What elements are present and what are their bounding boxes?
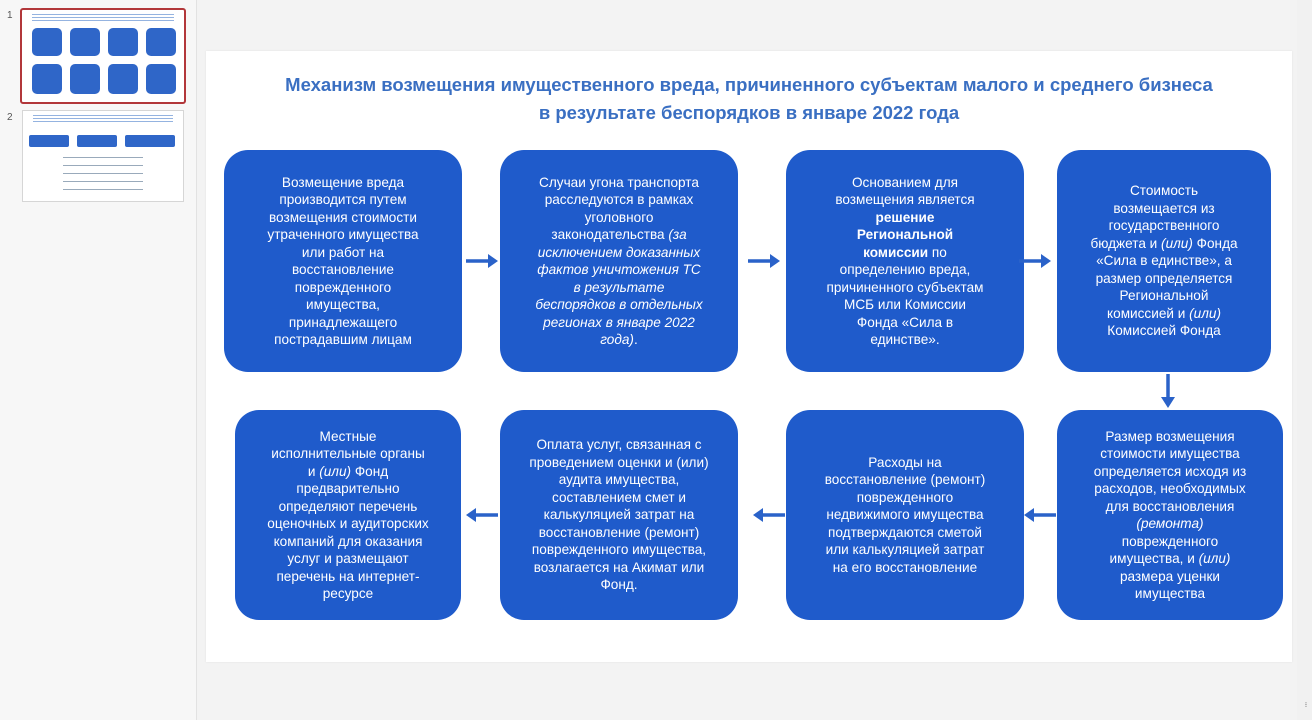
thumbnail-box xyxy=(29,135,69,147)
thumbnail-box xyxy=(146,28,176,56)
arrow-right-icon xyxy=(1017,251,1053,271)
flow-box-5[interactable] xyxy=(1057,410,1283,620)
slide-thumbnail-1[interactable] xyxy=(20,8,186,104)
slide-thumbnail-2[interactable] xyxy=(22,110,184,202)
flow-box-4[interactable] xyxy=(1057,150,1271,372)
box2-text-italic: (за исключением доказанных фактов уничтожения ТС в результате беспорядков в отдельных регионах в январе 2022 года) xyxy=(535,227,703,347)
box3-text-c: по определению вреда, причиненного субъектам МСБ или Комиссии Фонда «Сила в единстве». xyxy=(826,244,984,347)
box5-text-a: Размер возмещения стоимости имущества определяется исходя из расходов, необходимых для восстановления xyxy=(1093,428,1247,514)
box5-text-italic-1: (ремонта) xyxy=(1136,516,1204,531)
flow-box-3[interactable] xyxy=(786,150,1024,372)
box3-text-bold: решение Региональной комиссии xyxy=(856,209,954,260)
arrow-left-icon xyxy=(751,505,787,525)
box5-text-e: размера уценки имущества xyxy=(1119,568,1221,601)
slide-canvas[interactable] xyxy=(206,51,1292,662)
thumbnail-box xyxy=(77,135,117,147)
arrow-left-icon xyxy=(1022,505,1058,525)
box3-text-a: Основанием для возмещения является xyxy=(835,174,975,207)
slide-thumbnail-panel xyxy=(0,0,197,720)
flow-box-1[interactable] xyxy=(224,150,462,372)
thumbnail-box xyxy=(32,64,62,94)
box8-text-a: Местные исполнительные органы и xyxy=(271,428,425,479)
flow-box-6-text: Расходы на восстановление (ремонт) поврежденного недвижимого имущества подтверждаются сметой или калькуляцией затрат на его восстановление xyxy=(824,454,986,575)
thumbnail-box xyxy=(70,28,100,56)
box4-text-c: Фонда «Сила в единстве», а размер определяется Региональной комиссией и xyxy=(1095,235,1238,321)
arrow-right-icon xyxy=(746,251,782,271)
box5-text-italic-2: (или) xyxy=(1198,551,1231,566)
box8-text-c: Фонд предварительно определяют перечень оценочных и аудиторских компаний для оказания услуг и размещают перечень на интернет- ресурсе xyxy=(267,463,429,601)
arrow-right-icon xyxy=(464,251,500,271)
thumbnail-box xyxy=(125,135,175,147)
thumbnail-table-line xyxy=(63,157,143,158)
flow-box-8-text xyxy=(267,428,428,603)
flow-box-4-text xyxy=(1090,182,1237,340)
arrow-left-icon xyxy=(464,505,500,525)
thumbnail-number-2: 2 xyxy=(7,112,13,123)
thumbnail-box xyxy=(108,64,138,94)
flow-box-1-text: Возмещение вреда производится путем возмещения стоимости утраченного имущества или работ на восстановление поврежденного имущества, принадлежащего пострадавшим лицам xyxy=(267,174,419,347)
box4-text-italic-2: (или) xyxy=(1189,305,1221,321)
scroll-indicator[interactable]: ⁝ xyxy=(1304,702,1308,709)
flow-box-3-text xyxy=(826,174,983,349)
box4-text-italic-1: (или) xyxy=(1161,235,1193,251)
flow-box-7-text: Оплата услуг, связанная с проведением оценки и (или) аудита имущества, составлением смет и калькуляцией затрат на восстановление (ремонт) поврежденного имущества, возлагается на Акимат или Фонд. xyxy=(529,437,709,593)
thumbnail-box xyxy=(70,64,100,94)
flow-box-5-text xyxy=(1094,428,1246,603)
thumbnail-title-lines xyxy=(32,14,174,21)
thumbnail-table-line xyxy=(63,189,143,190)
flow-box-7[interactable] xyxy=(500,410,738,620)
slide-title-line-1: Механизм возмещения имущественного вреда, причиненного субъектам малого и среднего бизнеса xyxy=(285,74,1213,95)
thumbnail-title-lines xyxy=(33,115,173,123)
box2-text-a: Случаи угона транспорта расследуются в рамках уголовного законодательства xyxy=(539,174,699,242)
thumbnail-box xyxy=(146,64,176,94)
arrow-down-icon xyxy=(1158,373,1178,410)
box8-text-italic: (или) xyxy=(319,463,352,479)
slide-title xyxy=(206,71,1292,127)
box2-text-c: . xyxy=(633,332,638,347)
box5-text-c: поврежденного имущества, и xyxy=(1109,533,1219,566)
slide-title-line-2: в результате беспорядков в январе 2022 года xyxy=(538,102,960,123)
thumbnail-table-line xyxy=(63,165,143,166)
thumbnail-number-1: 1 xyxy=(7,10,13,21)
flow-box-6[interactable] xyxy=(786,410,1024,620)
thumbnail-box xyxy=(108,28,138,56)
flow-box-2[interactable] xyxy=(500,150,738,372)
slide-editor-area xyxy=(197,0,1297,720)
thumbnail-table-line xyxy=(63,181,143,182)
box4-text-a: Стоимость возмещается из государственного бюджета и xyxy=(1090,183,1220,251)
thumbnail-table-line xyxy=(63,173,143,174)
flow-box-8[interactable] xyxy=(235,410,461,620)
box4-text-e: Комиссией Фонда xyxy=(1107,323,1221,339)
flow-box-2-text xyxy=(535,174,702,349)
thumbnail-box xyxy=(32,28,62,56)
